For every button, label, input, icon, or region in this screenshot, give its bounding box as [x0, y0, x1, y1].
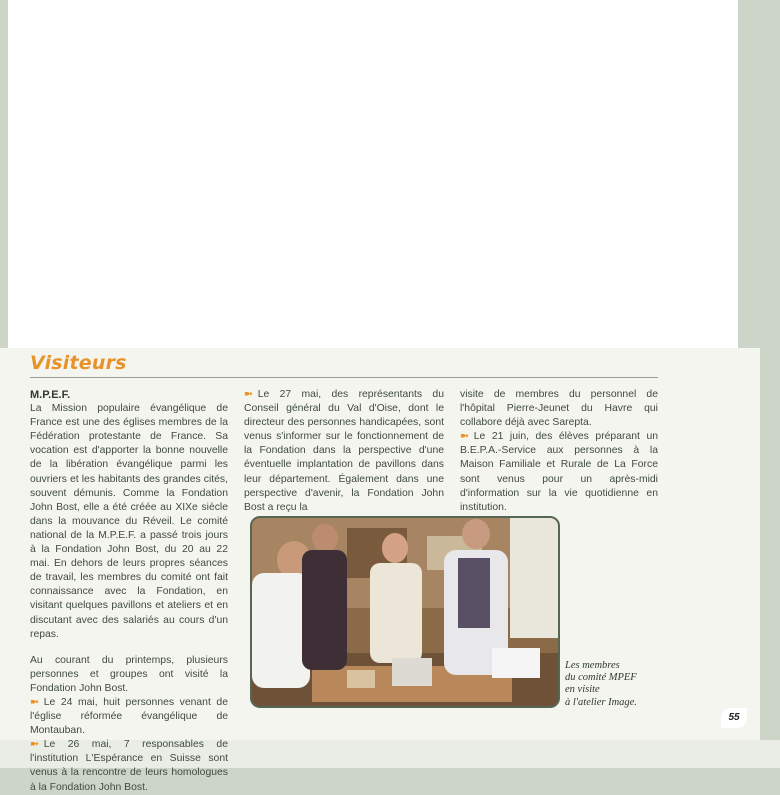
column-2	[244, 388, 444, 515]
visit-item: ➼ Le 24 mai, huit personnes venant de l'église réformée évangélique de Montauban.	[30, 696, 228, 737]
visit-photo	[250, 516, 560, 708]
article-paragraph: Au courant du printemps, plusieurs personnes et groupes ont visité la Fondation John Bost.	[30, 654, 228, 694]
arrow-icon: ➼	[30, 739, 38, 751]
section-title: Visiteurs	[30, 352, 127, 374]
photo-caption: Les membres du comité MPEF en visite à l'atelier Image.	[565, 660, 637, 708]
arrow-icon: ➼	[30, 696, 38, 708]
column-3	[460, 388, 658, 515]
page-number: 55	[721, 708, 747, 728]
section-divider	[30, 377, 658, 378]
article-paragraph: visite de membres du personnel de l'hôpital Pierre-Jeunet du Havre qui collabore déjà avec Sarepta.	[460, 389, 658, 429]
article-paragraph: La Mission populaire évangélique de France est une des églises membres de la Fédération protestante de France. Sa vocation est d'apporter la bonne nouvelle de la libération évangélique parmi les ouvriers et les habitants des grandes cités, souvent démunis. Comme la Fondation John Bost, elle a été créée au XIXe siècle dans la mouvance du Réveil. Le comité national de la M.P.E.F. a passé trois jours à la Fondation John Bost, du 20 au 22 mai. En dehors de leurs propres séances de travail, les membres du comité ont fait connaissance avec la Fondation, en visitant quelques pavillons et ateliers et en discutant avec des salariés au cours d'un repas.	[30, 403, 228, 640]
arrow-icon: ➼	[244, 389, 252, 400]
visit-item: ➼ Le 21 juin, des élèves préparant un B.E.P.A.-Service aux personnes à la Maison Familiale et Rurale de La Force sont venus pour un après-midi d'information sur la vie quotidienne en institution.	[460, 431, 658, 513]
visit-item: ➼ Le 26 mai, 7 responsables de l'institution L'Espérance en Suisse sont venus à la rencontre de leurs homologues à la Fondation John Bost.	[30, 739, 228, 793]
article-heading: M.P.E.F.	[30, 389, 71, 401]
workshop-scene-image	[252, 518, 558, 706]
column-1	[30, 388, 228, 795]
arrow-icon: ➼	[460, 431, 468, 443]
visit-item: ➼ Le 27 mai, des représentants du Conseil général du Val d'Oise, dont le directeur des personnes handicapées, sont venus s'informer sur le fonctionnement de la Fondation dans la perspective d'une éventuelle implantation de pavillons dans leur département. Également dans une perspective d'avenir, la Fondation John Bost a reçu la	[244, 389, 444, 513]
